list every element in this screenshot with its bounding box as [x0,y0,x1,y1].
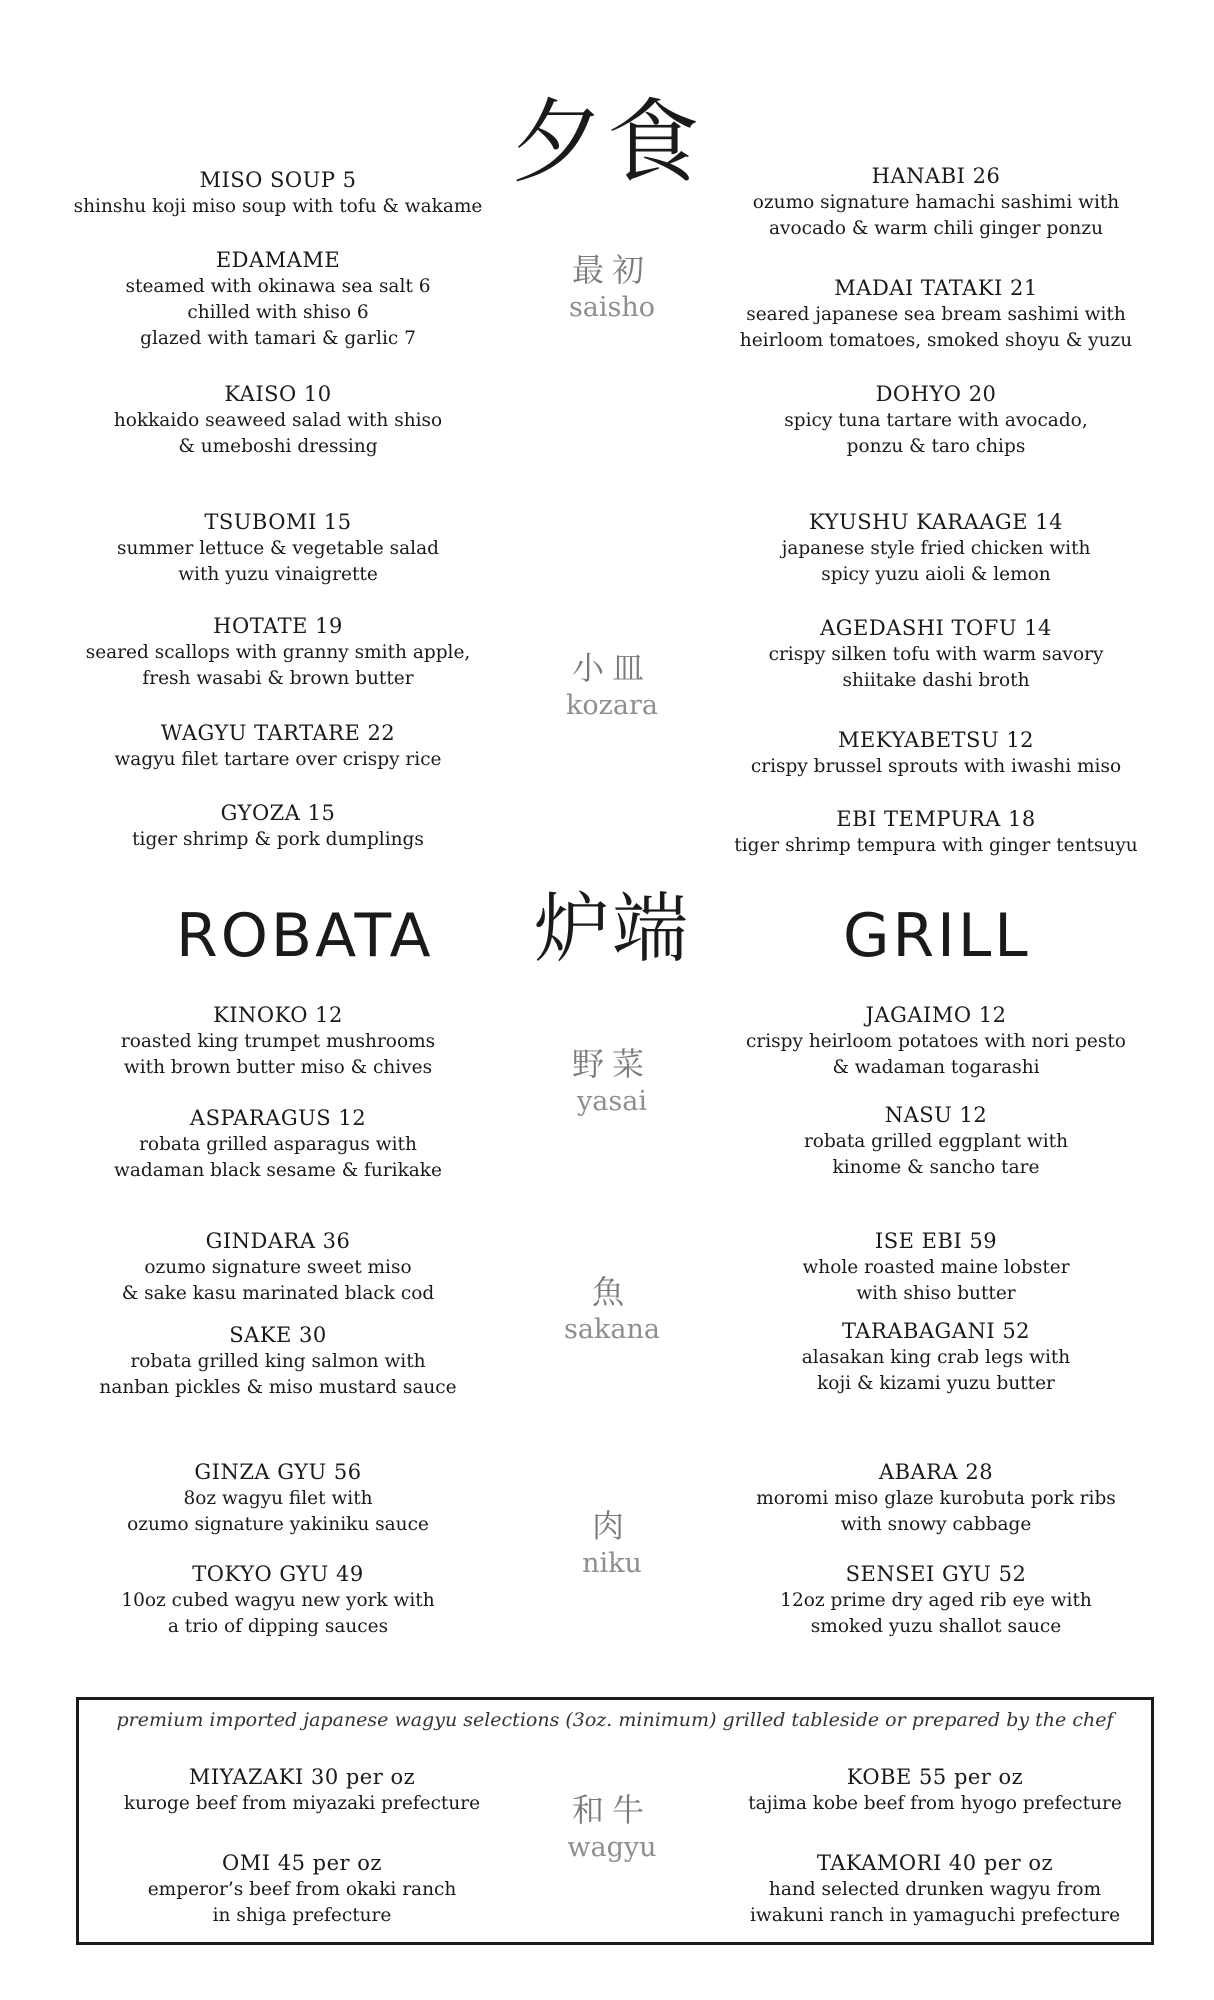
item-name: MIYAZAKI 30 per oz [188,1765,416,1789]
menu-item-miyazaki [102,1763,502,1817]
robata-jp-heading: 炉端 [534,884,690,973]
item-name: EBI TEMPURA 18 [836,807,1036,831]
item-desc: with yuzu vinaigrette [178,564,378,585]
item-desc: spicy yuzu aioli & lemon [821,564,1051,585]
item-name: MISO SOUP 5 [199,168,357,192]
item-desc: crispy heirloom potatoes with nori pesto [746,1031,1126,1052]
item-desc: 12oz prime dry aged rib eye with [780,1590,1092,1611]
menu-item-sensei-gyu [726,1560,1146,1640]
item-desc: & umeboshi dressing [178,436,378,457]
item-desc: tajima kobe beef from hyogo prefecture [748,1793,1122,1814]
menu-item-dohyo [726,380,1146,460]
item-desc: with snowy cabbage [840,1514,1032,1535]
menu-item-miso-soup [68,166,488,220]
menu-item-hanabi [726,162,1146,242]
menu-item-hotate [68,612,488,692]
item-desc: steamed with okinawa sea salt 6 [125,276,431,297]
item-desc: emperor’s beef from okaki ranch [147,1879,457,1900]
item-desc: in shiga prefecture [212,1905,392,1926]
item-desc: crispy brussel sprouts with iwashi miso [750,756,1122,777]
section-jp: 肉 [591,1507,632,1545]
item-name: KOBE 55 per oz [846,1765,1024,1789]
item-desc: shinshu koji miso soup with tofu & wakame [73,196,483,217]
item-desc: hand selected drunken wagyu from [768,1879,1102,1900]
section-jp: 魚 [591,1273,632,1311]
section-romaji: sakana [564,1314,660,1345]
section-kozara [557,648,667,724]
item-name: KINOKO 12 [213,1003,343,1027]
menu-item-ginza-gyu [68,1458,488,1538]
menu-item-abara [726,1458,1146,1538]
item-desc: tiger shrimp tempura with ginger tentsuyu [734,835,1138,856]
section-saisho [557,250,667,326]
menu-item-asparagus [68,1104,488,1184]
item-desc: shiitake dashi broth [842,670,1030,691]
menu-item-tarabagani [726,1317,1146,1397]
item-name: NASU 12 [884,1103,988,1127]
section-jp: 最初 [571,251,652,289]
item-name: ISE EBI 59 [874,1229,998,1253]
item-desc: avocado & warm chili ginger ponzu [768,218,1103,239]
item-desc: ponzu & taro chips [846,436,1026,457]
menu-item-gindara [68,1227,488,1307]
menu-item-ebi-tempura [726,805,1146,859]
item-desc: spicy tuna tartare with avocado, [784,410,1088,431]
item-name: SAKE 30 [229,1323,327,1347]
robata-heading: ROBATA [176,901,434,971]
item-name: EDAMAME [215,248,341,272]
menu-item-kobe [735,1763,1135,1817]
item-desc: with shiso butter [856,1283,1016,1304]
item-desc: iwakuni ranch in yamaguchi prefecture [749,1905,1121,1926]
item-desc: kuroge beef from miyazaki prefecture [123,1793,481,1814]
item-desc: 10oz cubed wagyu new york with [121,1590,435,1611]
menu-item-mekyabetsu [726,726,1146,780]
item-desc: nanban pickles & miso mustard sauce [99,1377,457,1398]
item-desc: glazed with tamari & garlic 7 [140,328,416,349]
item-desc: hokkaido seaweed salad with shiso [113,410,443,431]
item-desc: & wadaman togarashi [832,1057,1040,1078]
menu-item-madai-tataki [726,274,1146,354]
section-niku [557,1506,667,1582]
section-jp: 和牛 [571,1791,652,1829]
item-name: WAGYU TARTARE 22 [160,721,396,745]
item-name: TSUBOMI 15 [204,510,352,534]
section-yasai [557,1044,667,1120]
menu-item-sake [68,1321,488,1401]
menu-item-kaiso [68,380,488,460]
section-romaji: yasai [577,1086,647,1117]
item-desc: robata grilled asparagus with [139,1134,417,1155]
item-name: TOKYO GYU 49 [192,1562,364,1586]
section-jp: 小皿 [571,649,652,687]
menu-item-tsubomi [68,508,488,588]
item-name: DOHYO 20 [875,382,997,406]
item-desc: 8oz wagyu filet with [183,1488,373,1509]
item-desc: a trio of dipping sauces [167,1616,389,1637]
menu-item-kyushu-karaage [726,508,1146,588]
menu-item-gyoza [68,799,488,853]
item-desc: fresh wasabi & brown butter [142,668,414,689]
item-name: JAGAIMO 12 [865,1003,1007,1027]
item-desc: summer lettuce & vegetable salad [117,538,439,559]
item-desc: wagyu filet tartare over crispy rice [114,749,442,770]
item-desc: heirloom tomatoes, smoked shoyu & yuzu [739,330,1133,351]
item-desc: & sake kasu marinated black cod [121,1283,435,1304]
section-romaji: saisho [568,292,656,323]
menu-item-takamori [735,1849,1135,1929]
item-name: OMI 45 per oz [222,1851,382,1875]
item-desc: seared scallops with granny smith apple, [85,642,471,663]
item-desc: kinome & sancho tare [832,1157,1040,1178]
item-desc: ozumo signature hamachi sashimi with [752,192,1120,213]
menu-item-tokyo-gyu [68,1560,488,1640]
menu-item-kinoko [68,1001,488,1081]
item-desc: chilled with shiso 6 [187,302,369,323]
item-name: MEKYABETSU 12 [837,728,1035,752]
item-desc: moromi miso glaze kurobuta pork ribs [756,1488,1116,1509]
item-name: TARABAGANI 52 [841,1319,1031,1343]
menu-item-nasu [726,1101,1146,1181]
item-name: HANABI 26 [871,164,1001,188]
menu-item-omi [102,1849,502,1929]
menu-item-wagyu-tartare [68,719,488,773]
menu-item-agedashi-tofu [726,614,1146,694]
menu-item-edamame [68,246,488,352]
item-desc: whole roasted maine lobster [802,1257,1070,1278]
item-desc: alasakan king crab legs with [801,1347,1071,1368]
item-name: GINZA GYU 56 [194,1460,362,1484]
item-desc: crispy silken tofu with warm savory [768,644,1104,665]
section-romaji: niku [582,1548,642,1579]
menu-title: 夕食 [510,88,703,196]
grill-heading: GRILL [843,901,1031,971]
item-name: SENSEI GYU 52 [845,1562,1027,1586]
section-wagyu [557,1790,667,1866]
item-desc: seared japanese sea bream sashimi with [746,304,1126,325]
section-romaji: kozara [566,690,658,721]
item-name: KAISO 10 [224,382,332,406]
item-desc: robata grilled eggplant with [803,1131,1069,1152]
item-desc: ozumo signature sweet miso [144,1257,412,1278]
item-desc: robata grilled king salmon with [130,1351,426,1372]
item-desc: smoked yuzu shallot sauce [810,1616,1062,1637]
item-name: ABARA 28 [878,1460,994,1484]
item-name: AGEDASHI TOFU 14 [820,616,1052,640]
item-name: GYOZA 15 [220,801,336,825]
item-desc: koji & kizami yuzu butter [817,1373,1055,1394]
item-desc: wadaman black sesame & furikake [114,1160,442,1181]
section-sakana [557,1272,667,1348]
menu-item-jagaimo [726,1001,1146,1081]
item-desc: roasted king trumpet mushrooms [120,1031,436,1052]
section-romaji: wagyu [567,1832,657,1863]
item-name: MADAI TATAKI 21 [834,276,1038,300]
item-name: TAKAMORI 40 per oz [816,1851,1054,1875]
item-name: ASPARAGUS 12 [189,1106,367,1130]
item-desc: tiger shrimp & pork dumplings [132,829,424,850]
item-name: GINDARA 36 [205,1229,351,1253]
item-desc: ozumo signature yakiniku sauce [127,1514,429,1535]
menu-item-ise-ebi [726,1227,1146,1307]
item-desc: with brown butter miso & chives [123,1057,433,1078]
item-desc: japanese style fried chicken with [781,538,1091,559]
item-name: KYUSHU KARAAGE 14 [809,510,1063,534]
wagyu-note: premium imported japanese wagyu selections (3oz. minimum) grilled tableside or prepared by the chef [116,1709,1114,1731]
section-jp: 野菜 [571,1045,652,1083]
item-name: HOTATE 19 [213,614,343,638]
